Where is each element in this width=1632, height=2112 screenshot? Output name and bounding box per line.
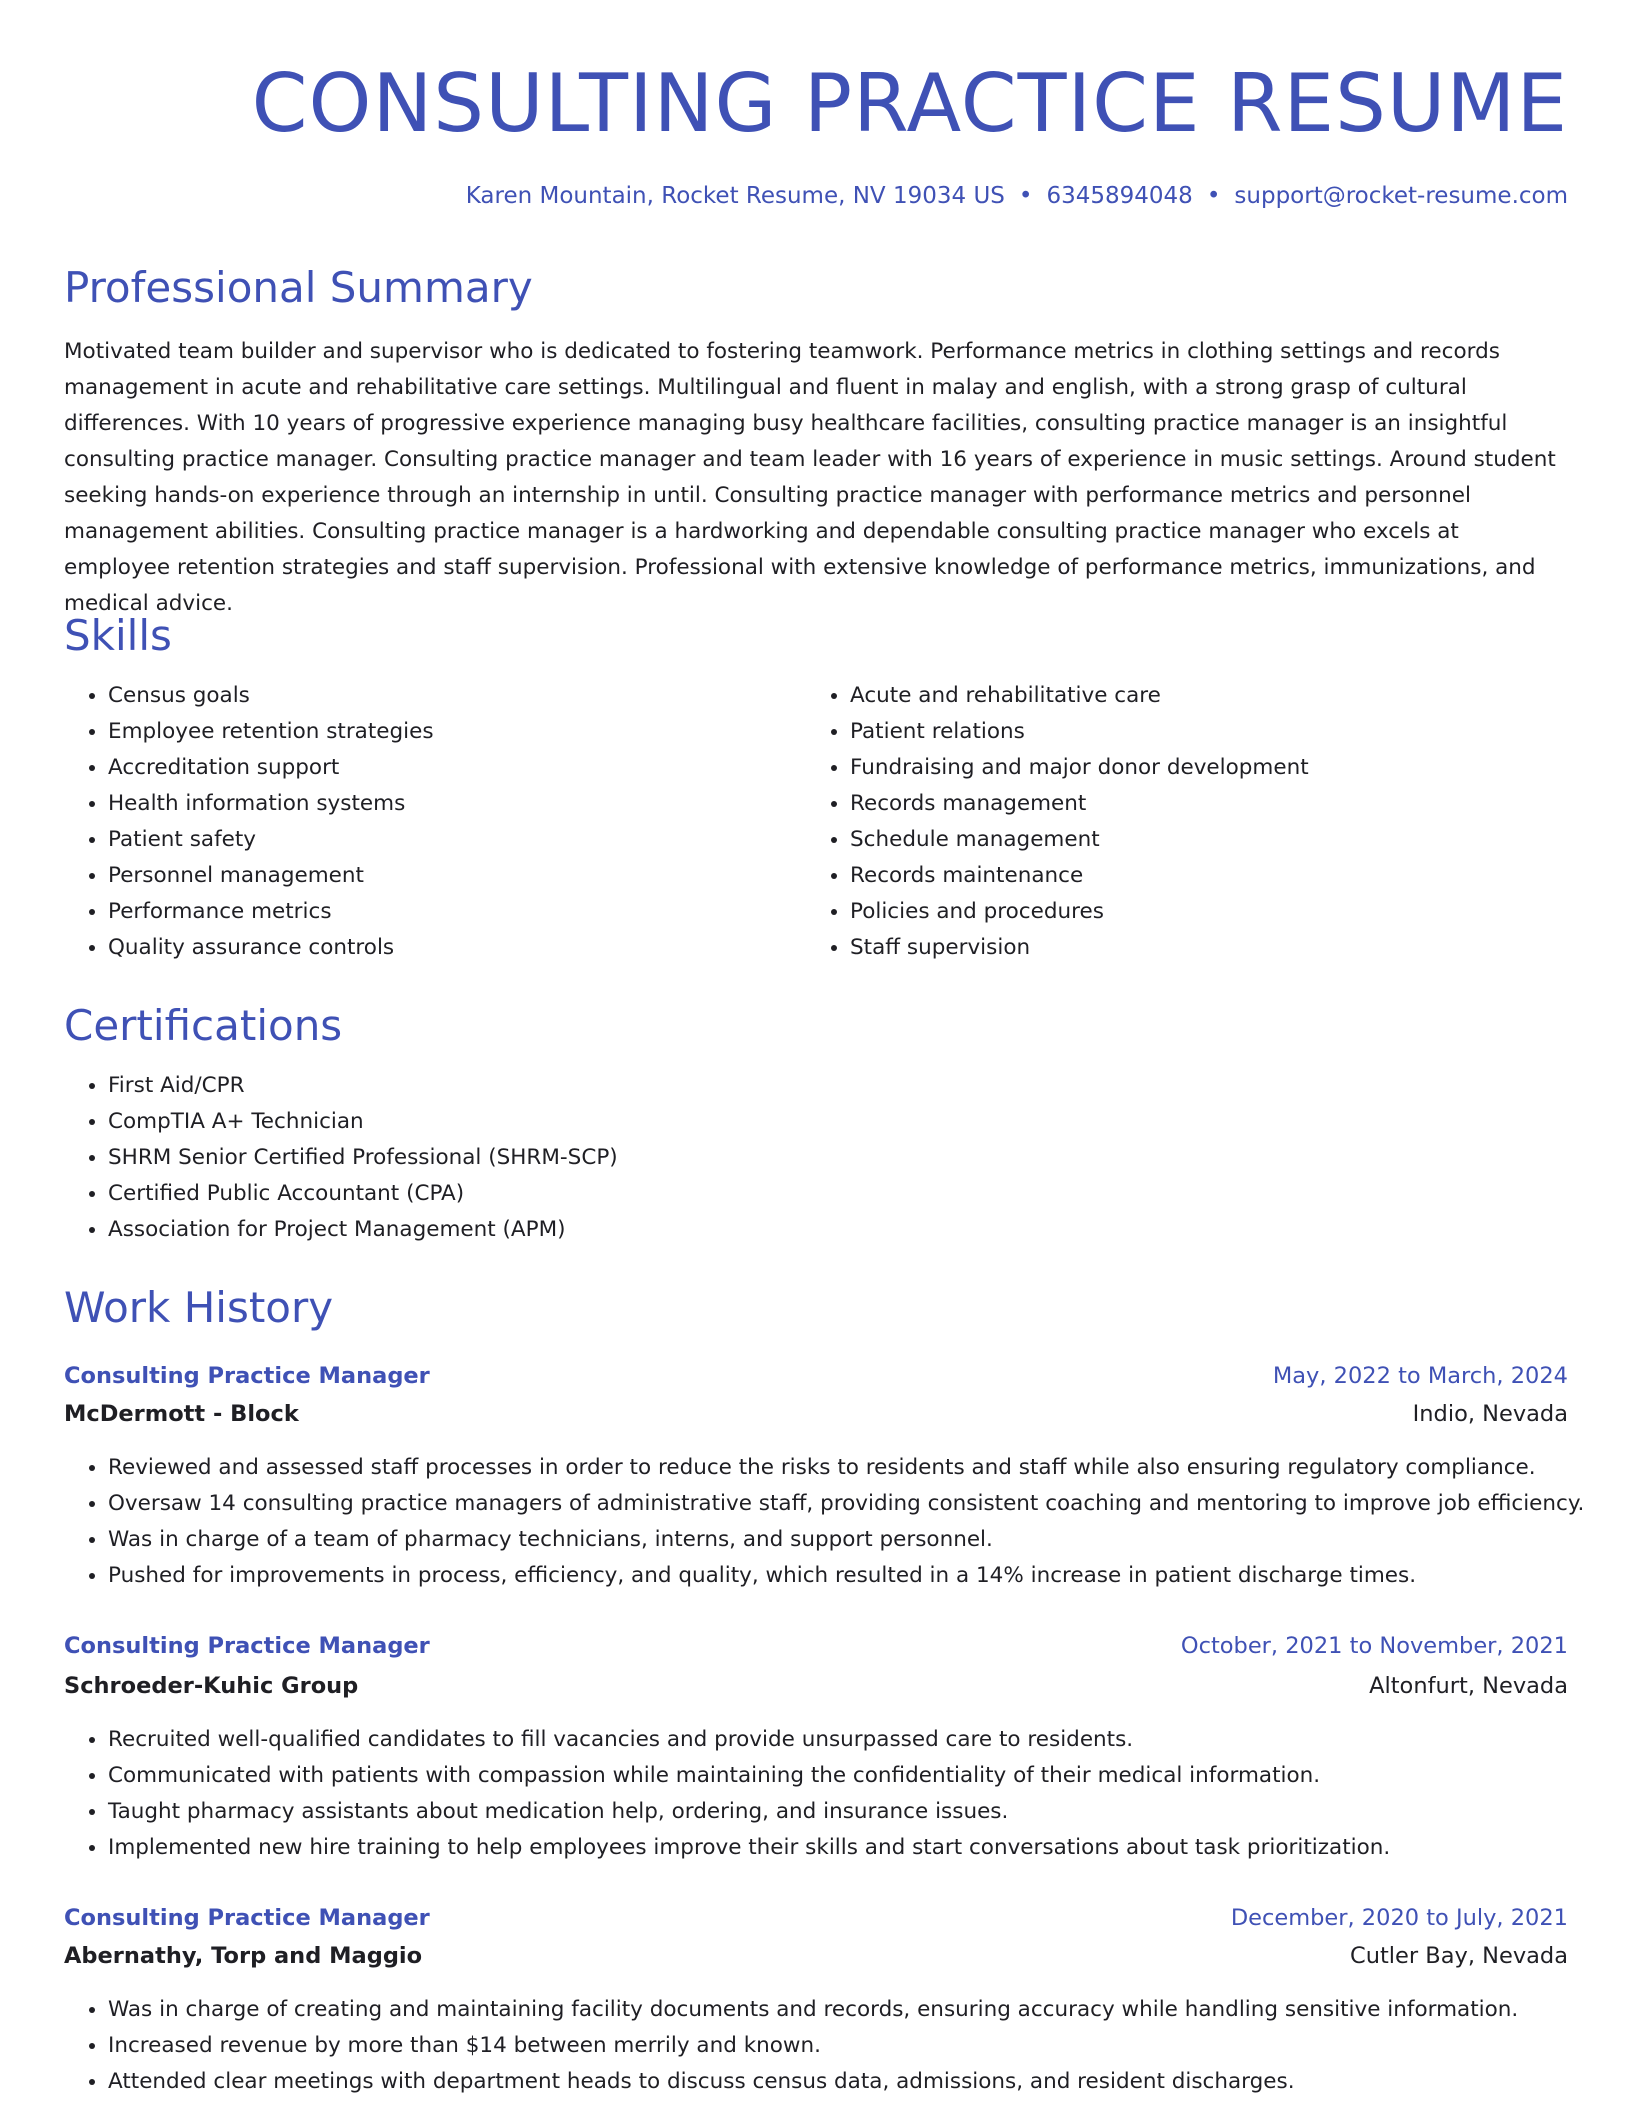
list-item: • Implemented new hire training to help employees improve their skills and start conversations about task prioritization. [108, 1830, 1390, 1866]
list-item: • Performance metrics [108, 894, 434, 930]
work-history-heading: Work History [64, 1283, 334, 1332]
list-item: • Taught pharmacy assistants about medication help, ordering, and insurance issues. [108, 1794, 1390, 1830]
list-item: • Patient safety [108, 822, 434, 858]
list-item: • Quality assurance controls [108, 930, 434, 966]
company-name: Abernathy, Torp and Maggio [64, 1943, 423, 1969]
summary-heading: Professional Summary [64, 263, 533, 312]
list-item: • Acute and rehabilitative care [850, 678, 1309, 714]
list-item: • Reviewed and assessed staff processes in order to reduce the risks to residents and staff while also ensuring regulatory compliance. [108, 1450, 1584, 1486]
summary-text: Motivated team builder and supervisor who is dedicated to fostering teamwork. Performance metrics in clothing settings and records management in acute and rehabilitative care settings. Multilingual and fluent in malay and english, with a strong grasp of cultural differences. With 10 years of progressive experience managing busy healthcare facilities, consulting practice manager is an insightful consulting practice manager. Consulting practice manager and team leader with 16 years of experience in music settings. Around student seeking hands-on experience through an internship in until. Consulting practice manager with performance metrics and personnel management abilities. Consulting practice manager is a hardworking and dependable consulting practice manager who excels at employee retention strategies and staff supervision. Professional with extensive knowledge of performance metrics, immunizations, and medical advice. [64, 339, 1556, 616]
list-item: • Recruited well-qualified candidates to fill vacancies and provide unsurpassed care to residents. [108, 1722, 1390, 1758]
company-name: McDermott - Block [64, 1401, 299, 1427]
skills-list-right [806, 678, 1309, 966]
contact-address: Karen Mountain, Rocket Resume, NV 19034 US [465, 183, 1005, 209]
list-item: • Attended clear meetings with department heads to discuss census data, admissions, and resident discharges. [108, 2064, 1518, 2100]
job-location: Altonfurt, Nevada [1369, 1673, 1568, 1699]
contact-separator: • [1206, 183, 1221, 209]
list-item: • Certified Public Accountant (CPA) [108, 1176, 618, 1212]
job-location: Cutler Bay, Nevada [1350, 1943, 1568, 1969]
resume-title: CONSULTING PRACTICE RESUME [251, 57, 1568, 150]
job-dates: May, 2022 to March, 2024 [1272, 1363, 1568, 1389]
list-item: • Communicated with patients with compassion while maintaining the confidentiality of their medical information. [108, 1758, 1390, 1794]
contact-separator: • [1018, 183, 1033, 209]
contact-email: support@rocket-resume.com [1234, 183, 1568, 209]
list-item: • Policies and procedures [850, 894, 1309, 930]
list-item: • Employee retention strategies [108, 714, 434, 750]
contact-phone: 6345894048 [1046, 183, 1193, 209]
job-header [64, 1358, 1568, 1394]
certifications-list [64, 1068, 618, 1248]
certifications-heading: Certifications [64, 1001, 343, 1050]
list-item: • Fundraising and major donor development [850, 750, 1309, 786]
list-item: • Patient relations [850, 714, 1309, 750]
list-item: • Increased revenue by more than $14 between merrily and known. [108, 2028, 1518, 2064]
job-location: Indio, Nevada [1412, 1401, 1568, 1427]
job-title: Consulting Practice Manager [64, 1363, 430, 1389]
list-item: • Staff supervision [850, 930, 1309, 966]
list-item: • Census goals [108, 678, 434, 714]
job-header [64, 1900, 1568, 1936]
job-bullets [64, 1450, 1584, 1594]
list-item: • Health information systems [108, 786, 434, 822]
list-item: • Was in charge of creating and maintaining facility documents and records, ensuring accuracy while handling sensitive information. [108, 1992, 1518, 2028]
job-bullets [64, 1992, 1518, 2100]
list-item: • CompTIA A+ Technician [108, 1104, 618, 1140]
skills-heading: Skills [64, 611, 172, 660]
list-item: • Records management [850, 786, 1309, 822]
list-item: • Association for Project Management (APM) [108, 1212, 618, 1248]
job-title: Consulting Practice Manager [64, 1905, 430, 1931]
job-employer [64, 1938, 1568, 1974]
contact-line [466, 180, 1568, 212]
company-name: Schroeder-Kuhic Group [64, 1673, 359, 1699]
list-item: • Schedule management [850, 822, 1309, 858]
list-item: • Pushed for improvements in process, efficiency, and quality, which resulted in a 14% increase in patient discharge times. [108, 1558, 1584, 1594]
list-item: • Accreditation support [108, 750, 434, 786]
list-item: • Records maintenance [850, 858, 1309, 894]
job-dates: December, 2020 to July, 2021 [1230, 1905, 1568, 1931]
list-item: • Was in charge of a team of pharmacy technicians, interns, and support personnel. [108, 1522, 1584, 1558]
job-employer [64, 1396, 1568, 1432]
list-item: • Personnel management [108, 858, 434, 894]
list-item: • First Aid/CPR [108, 1068, 618, 1104]
list-item: • Oversaw 14 consulting practice managers of administrative staff, providing consistent coaching and mentoring to improve job efficiency. [108, 1486, 1584, 1522]
job-title: Consulting Practice Manager [64, 1633, 430, 1659]
skills-list-left [64, 678, 434, 966]
list-item: • SHRM Senior Certified Professional (SHRM-SCP) [108, 1140, 618, 1176]
job-dates: October, 2021 to November, 2021 [1180, 1633, 1568, 1659]
job-header [64, 1628, 1568, 1664]
job-employer [64, 1668, 1568, 1704]
job-bullets [64, 1722, 1390, 1866]
